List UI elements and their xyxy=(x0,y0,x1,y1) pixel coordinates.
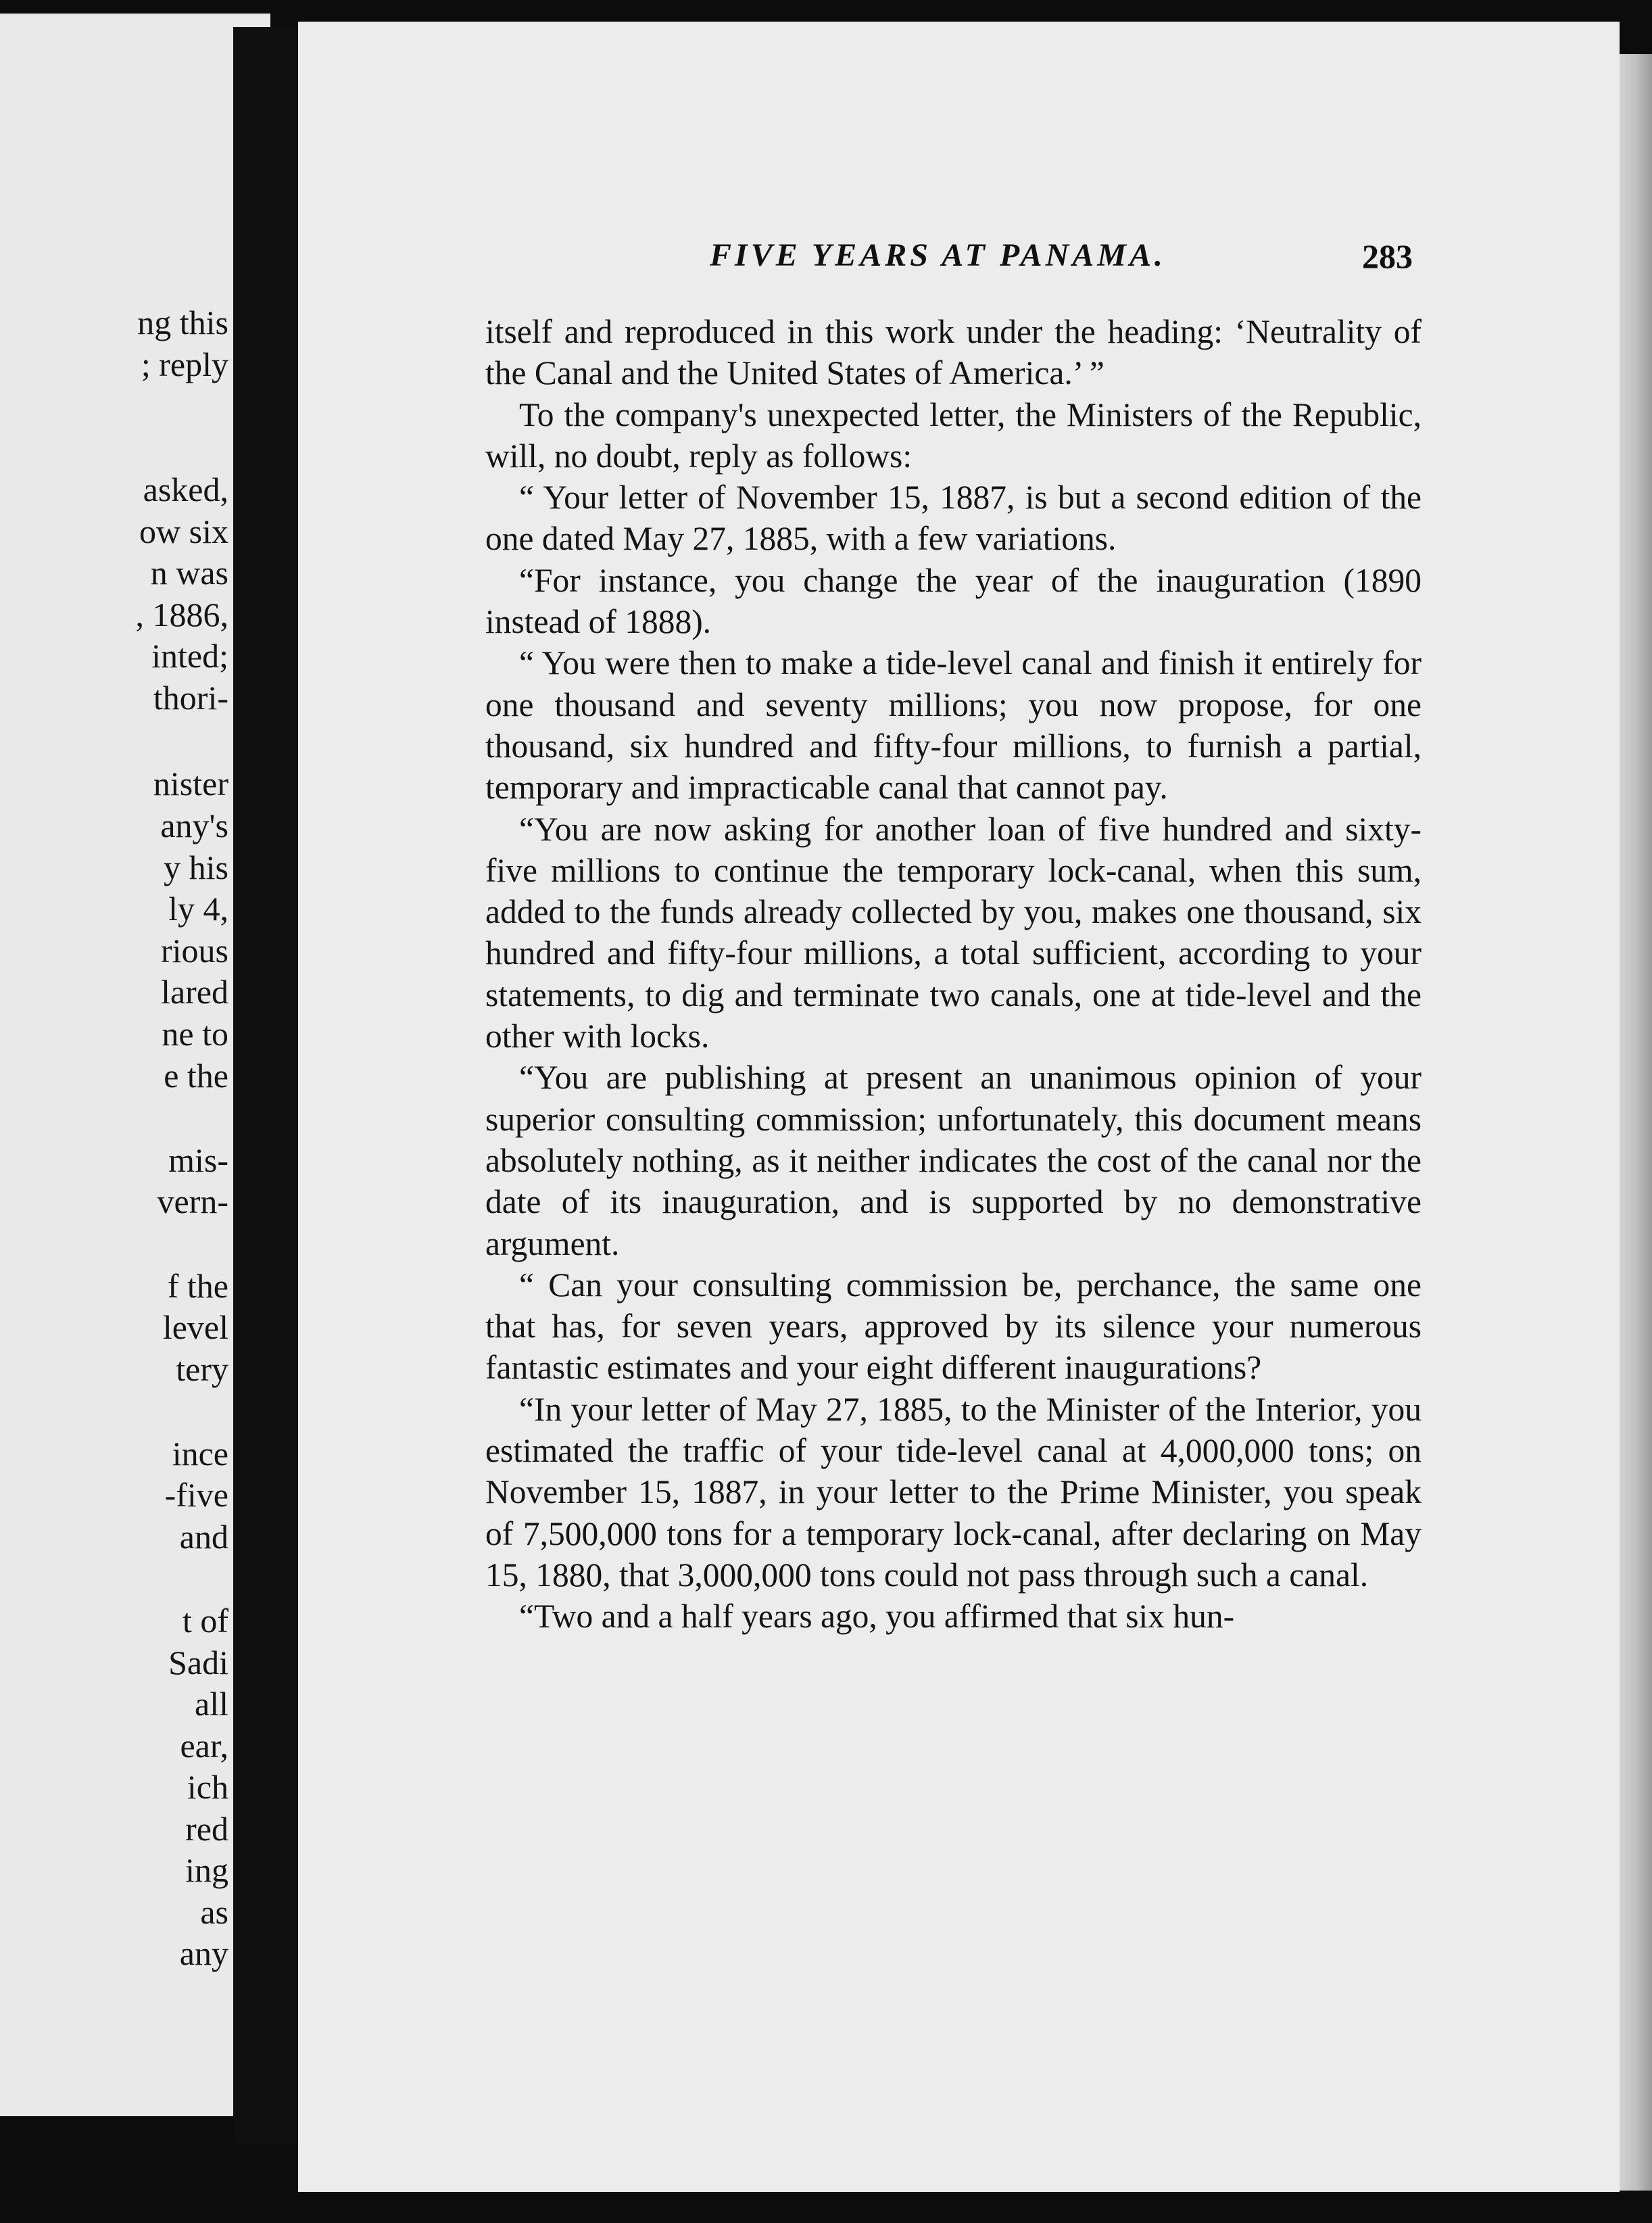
paragraph: “Two and a half years ago, you affirmed that six hun- xyxy=(519,1598,1235,1635)
left-page-fragment: ly 4, xyxy=(168,890,228,928)
left-page-fragment: ne to xyxy=(162,1015,228,1053)
left-page-fragment: ich xyxy=(187,1768,228,1806)
left-page-fragment: asked, xyxy=(143,471,228,508)
paragraph: itself and reproduced in this work under the heading: ‘Neutrality of the Canal and the United States of America.’ ” xyxy=(485,313,1422,392)
paragraph: “In your letter of May 27, 1885, to the Minister of the Interior, you estimated the traffic of your tide-level canal at 4,000,000 tons; on November 15, 1887, in your letter to the Prime Minister, you speak of 7,500,000 tons for a temporary lock-canal, after declaring on May 15, 1880, that 3,000,000 tons could not pass through such a canal. xyxy=(485,1390,1422,1594)
left-page-fragment: y his xyxy=(164,848,228,886)
left-page-fragment: ng this xyxy=(137,304,228,341)
left-page-fragment: ow six xyxy=(139,512,228,550)
left-page-fragment: and xyxy=(179,1518,228,1556)
left-page-fragment: rious xyxy=(161,932,228,970)
left-page-fragment: red xyxy=(185,1810,228,1848)
left-page-fragment: vern- xyxy=(157,1182,228,1220)
left-page-fragment: nister xyxy=(153,765,228,803)
left-page-fragment: f the xyxy=(167,1267,228,1305)
left-page-fragment: all xyxy=(195,1685,228,1723)
left-page-fragment: any xyxy=(179,1934,228,1972)
left-page-fragment: ; reply xyxy=(141,345,228,383)
body-text xyxy=(485,311,1422,1638)
book-gutter xyxy=(233,27,298,2143)
page-edge xyxy=(1615,54,1652,2191)
paragraph: “You are now asking for another loan of five hundred and sixty-five millions to continue the temporary lock-canal, when this sum, added to the funds already collected by you, makes one thousand, six hundred and fifty-four millions, a total sufficient, according to your statements, to dig and terminate two canals, one at tide-level and the other with locks. xyxy=(485,810,1422,1055)
left-page-fragment: inted; xyxy=(151,637,228,675)
left-page-fragment: n was xyxy=(150,554,228,592)
left-page-fragment: lared xyxy=(161,973,228,1011)
left-page-fragment: ear, xyxy=(180,1727,228,1765)
left-page-fragment: level xyxy=(162,1308,228,1346)
left-page-fragment: tery xyxy=(176,1350,228,1388)
left-page-fragment: mis- xyxy=(168,1141,228,1179)
left-page xyxy=(0,14,270,2116)
paragraph: “For instance, you change the year of the inauguration (1890 instead of 1888). xyxy=(485,561,1422,641)
paragraph: “ Can your consulting commission be, perchance, the same one that has, for seven years, approved by its silence your numerous fantastic estimates and your eight different inaugurations? xyxy=(485,1266,1422,1387)
paragraph: “You are publishing at present an unanimous opinion of your superior consulting commission; unfortunately, this document means absolutely nothing, as it neither indicates the cost of the canal nor the date of its inauguration, and is supported by no demonstrative argument. xyxy=(485,1059,1422,1262)
running-head: FIVE YEARS AT PANAMA. xyxy=(710,237,1166,273)
left-page-fragment: Sadi xyxy=(168,1644,228,1681)
left-page-fragment: e the xyxy=(164,1057,228,1095)
left-page-fragment: any's xyxy=(160,807,228,844)
left-page-fragment: ing xyxy=(185,1851,228,1889)
left-page-fragment: ince xyxy=(172,1435,228,1473)
left-page-fragment: , 1886, xyxy=(135,596,228,634)
left-page-fragment: thori- xyxy=(153,679,228,717)
paragraph: To the company's unexpected letter, the Ministers of the Republic, will, no doubt, reply as follows: xyxy=(485,396,1422,475)
left-page-fragment: -five xyxy=(164,1476,228,1514)
left-page-fragment: t of xyxy=(182,1602,228,1640)
left-page-fragment: as xyxy=(200,1893,228,1931)
paragraph: “ You were then to make a tide-level canal and finish it entirely for one thousand and seventy millions; you now propose, for one thousand, six hundred and fifty-four millions, to furnish a partial, temporary and impracticable canal that cannot pay. xyxy=(485,644,1422,807)
page-number: 283 xyxy=(1362,237,1413,275)
paragraph: “ Your letter of November 15, 1887, is but a second edition of the one dated May 27, 1885, with a few variations. xyxy=(485,479,1422,558)
